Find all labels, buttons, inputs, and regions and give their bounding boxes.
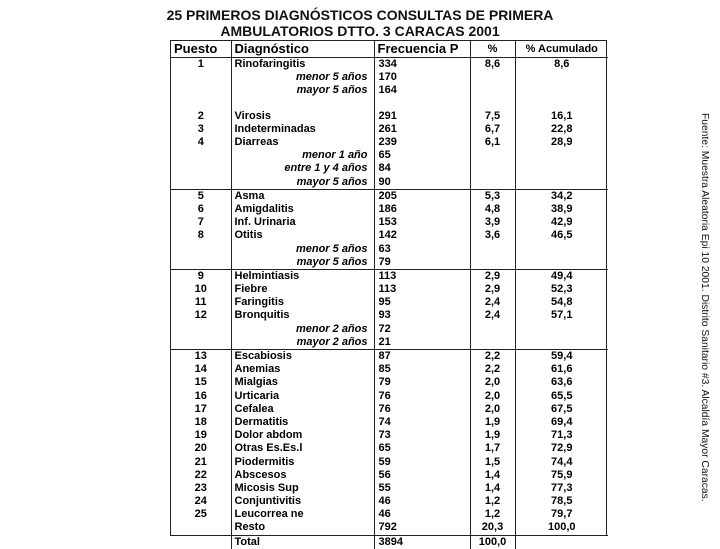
cell-diagnostico: Escabiosis	[231, 349, 374, 363]
cell-diagnostico: Abscesos	[231, 469, 374, 482]
table-row	[171, 390, 608, 403]
cell-diagnostico: Helmintiasis	[231, 269, 374, 283]
cell-puesto	[171, 162, 231, 175]
table-row	[171, 123, 608, 136]
table-row	[171, 469, 608, 482]
table-row	[171, 110, 608, 123]
cell-frecuencia: 113	[374, 283, 470, 296]
cell-diagnostico: Conjuntivitis	[231, 495, 374, 508]
cell-acumulado: 34,2	[515, 189, 608, 203]
cell-puesto: 7	[197, 216, 204, 229]
cell-acumulado: 38,9	[515, 203, 608, 216]
cell-pct: 2,0	[470, 390, 515, 403]
cell-subgroup: mayor 2 años	[231, 336, 374, 350]
cell-pct: 2,0	[470, 403, 515, 416]
table-row	[171, 283, 608, 296]
cell-acumulado	[515, 162, 608, 175]
cell-acumulado: 75,9	[515, 469, 608, 482]
table-row	[171, 98, 608, 110]
cell-puesto: 22	[194, 468, 207, 481]
cell-acumulado: 8,6	[515, 58, 608, 72]
table-row	[171, 189, 608, 203]
cell-diagnostico	[231, 98, 374, 110]
cell-puesto: 12	[194, 309, 207, 322]
cell-pct: 3,6	[470, 229, 515, 242]
cell-acumulado: 78,5	[515, 495, 608, 508]
cell-diagnostico: Piodermitis	[231, 455, 374, 468]
cell-frecuencia: 46	[374, 495, 470, 508]
cell-subgroup: menor 1 año	[231, 149, 374, 162]
cell-frecuencia: 205	[374, 189, 470, 203]
cell-puesto: 20	[194, 442, 207, 455]
cell-subgroup: mayor 5 años	[231, 176, 374, 190]
cell-frecuencia: 113	[374, 269, 470, 283]
cell-diagnostico: Diarreas	[231, 136, 374, 149]
cell-diagnostico: Virosis	[231, 110, 374, 123]
table-row	[171, 508, 608, 521]
table-row	[171, 229, 608, 242]
cell-frecuencia: 142	[374, 229, 470, 242]
cell-frecuencia: 93	[374, 309, 470, 322]
table-row	[171, 242, 608, 255]
table-row	[171, 162, 608, 175]
cell-acumulado: 54,8	[515, 296, 608, 309]
cell-acumulado: 79,7	[515, 508, 608, 521]
cell-pct	[470, 71, 515, 84]
table-row	[171, 336, 608, 350]
cell-pct: 2,0	[470, 376, 515, 389]
cell-frecuencia: 79	[374, 376, 470, 389]
cell-puesto	[171, 256, 231, 270]
table-row	[171, 84, 608, 97]
cell-pct: 2,9	[470, 269, 515, 283]
cell-diagnostico: Dolor abdom	[231, 429, 374, 442]
diagnosis-table	[170, 40, 607, 548]
cell-puesto	[171, 149, 231, 162]
cell-diagnostico: Rinofaringitis	[231, 58, 374, 72]
cell-acumulado: 74,4	[515, 455, 608, 468]
table-row	[171, 309, 608, 322]
table-row	[171, 58, 608, 72]
cell-puesto: 10	[194, 283, 207, 296]
cell-pct: 1,9	[470, 429, 515, 442]
cell-diagnostico: Asma	[231, 189, 374, 203]
cell-acumulado: 63,6	[515, 376, 608, 389]
cell-frecuencia: 21	[374, 336, 470, 350]
cell-diagnostico: Otras Es.Es.l	[231, 442, 374, 455]
cell-acumulado: 46,5	[515, 229, 608, 242]
cell-puesto	[171, 336, 231, 350]
table-row	[171, 495, 608, 508]
cell-puesto: 8	[197, 229, 204, 242]
cell-acumulado: 42,9	[515, 216, 608, 229]
cell-puesto: 18	[194, 415, 207, 428]
cell-puesto	[171, 535, 231, 549]
cell-acumulado	[515, 336, 608, 350]
table-row	[171, 256, 608, 270]
cell-subgroup: menor 5 años	[231, 71, 374, 84]
cell-puesto	[171, 98, 231, 110]
cell-puesto: 3	[197, 122, 204, 135]
cell-acumulado: 16,1	[515, 110, 608, 123]
cell-pct: 8,6	[470, 58, 515, 72]
cell-pct: 1,9	[470, 416, 515, 429]
cell-pct: 1,5	[470, 455, 515, 468]
cell-acumulado	[515, 256, 608, 270]
cell-puesto: 5	[171, 189, 231, 203]
cell-puesto: 17	[194, 402, 207, 415]
cell-pct: 100,0	[470, 535, 515, 549]
cell-frecuencia: 3894	[374, 535, 470, 549]
cell-acumulado: 61,6	[515, 363, 608, 376]
cell-acumulado: 49,4	[515, 269, 608, 283]
cell-acumulado: 65,5	[515, 390, 608, 403]
cell-frecuencia: 72	[374, 323, 470, 336]
cell-frecuencia: 74	[374, 416, 470, 429]
cell-puesto: 4	[197, 136, 204, 149]
cell-acumulado: 71,3	[515, 429, 608, 442]
table-row	[171, 442, 608, 455]
cell-frecuencia: 65	[374, 442, 470, 455]
cell-acumulado: 72,9	[515, 442, 608, 455]
cell-puesto: 11	[194, 296, 207, 309]
cell-acumulado: 69,4	[515, 416, 608, 429]
cell-subgroup: mayor 5 años	[231, 256, 374, 270]
header-frecuencia: Frecuencia P	[374, 41, 470, 58]
cell-puesto: 9	[171, 269, 231, 283]
cell-puesto: 24	[194, 495, 207, 508]
cell-diagnostico: Anemias	[231, 363, 374, 376]
cell-acumulado	[515, 149, 608, 162]
cell-puesto	[171, 71, 231, 84]
cell-pct	[470, 149, 515, 162]
table-row	[171, 296, 608, 309]
cell-diagnostico: Amigdalitis	[231, 203, 374, 216]
cell-diagnostico: Inf. Urinaria	[231, 216, 374, 229]
cell-frecuencia: 84	[374, 162, 470, 175]
cell-pct	[470, 98, 515, 110]
cell-pct	[470, 256, 515, 270]
cell-frecuencia: 79	[374, 256, 470, 270]
cell-pct: 2,9	[470, 283, 515, 296]
cell-frecuencia: 73	[374, 429, 470, 442]
cell-frecuencia: 46	[374, 508, 470, 521]
title-line-2: AMBULATORIOS DTTO. 3 CARACAS 2001	[220, 23, 500, 39]
table-row	[171, 535, 608, 549]
cell-diagnostico: Dermatitis	[231, 416, 374, 429]
cell-frecuencia: 85	[374, 363, 470, 376]
cell-acumulado	[515, 84, 608, 97]
cell-pct: 6,7	[470, 123, 515, 136]
table-row	[171, 136, 608, 149]
cell-frecuencia: 55	[374, 482, 470, 495]
table-body	[171, 58, 608, 549]
cell-acumulado	[515, 71, 608, 84]
cell-diagnostico: Urticaria	[231, 390, 374, 403]
cell-frecuencia: 792	[374, 521, 470, 535]
cell-puesto: 2	[197, 109, 204, 122]
table-header-row	[171, 41, 608, 58]
cell-frecuencia: 239	[374, 136, 470, 149]
cell-pct: 4,8	[470, 203, 515, 216]
cell-frecuencia: 186	[374, 203, 470, 216]
cell-pct	[470, 176, 515, 190]
cell-pct: 1,7	[470, 442, 515, 455]
cell-diagnostico: Bronquitis	[231, 309, 374, 322]
cell-pct: 2,4	[470, 309, 515, 322]
cell-pct: 1,4	[470, 482, 515, 495]
cell-diagnostico: Otitis	[231, 229, 374, 242]
cell-pct: 2,4	[470, 296, 515, 309]
cell-puesto	[171, 323, 231, 336]
cell-diagnostico: Total	[231, 535, 374, 549]
cell-frecuencia: 65	[374, 149, 470, 162]
cell-frecuencia: 76	[374, 390, 470, 403]
cell-puesto: 14	[194, 363, 207, 376]
cell-acumulado	[515, 176, 608, 190]
cell-frecuencia: 76	[374, 403, 470, 416]
cell-puesto	[171, 242, 231, 255]
cell-diagnostico: Mialgias	[231, 376, 374, 389]
cell-acumulado	[515, 98, 608, 110]
cell-frecuencia: 164	[374, 84, 470, 97]
cell-frecuencia: 170	[374, 71, 470, 84]
cell-diagnostico: Resto	[231, 521, 374, 535]
cell-puesto: 23	[194, 481, 207, 494]
cell-diagnostico: Micosis Sup	[231, 482, 374, 495]
cell-puesto: 1	[197, 58, 204, 71]
cell-puesto	[171, 176, 231, 190]
table-row	[171, 216, 608, 229]
cell-puesto: 15	[194, 376, 207, 389]
cell-puesto: 6	[197, 202, 204, 215]
cell-puesto	[171, 521, 231, 535]
cell-puesto	[171, 84, 231, 97]
table-row	[171, 455, 608, 468]
header-diagnostico: Diagnóstico	[231, 41, 374, 58]
cell-puesto: 13	[171, 349, 231, 363]
cell-pct: 1,2	[470, 495, 515, 508]
cell-diagnostico: Leucorrea ne	[231, 508, 374, 521]
cell-puesto: 21	[194, 455, 207, 468]
cell-pct: 3,9	[470, 216, 515, 229]
cell-pct: 2,2	[470, 349, 515, 363]
cell-acumulado: 67,5	[515, 403, 608, 416]
cell-frecuencia: 90	[374, 176, 470, 190]
cell-pct: 6,1	[470, 136, 515, 149]
header-acumulado: % Acumulado	[515, 41, 608, 58]
table-row	[171, 269, 608, 283]
table-row	[171, 416, 608, 429]
table-row	[171, 323, 608, 336]
cell-diagnostico: Faringitis	[231, 296, 374, 309]
cell-diagnostico: Indeterminadas	[231, 123, 374, 136]
table-row	[171, 349, 608, 363]
cell-pct	[470, 84, 515, 97]
cell-puesto: 16	[194, 389, 207, 402]
cell-acumulado	[515, 242, 608, 255]
table-row	[171, 363, 608, 376]
cell-acumulado: 22,8	[515, 123, 608, 136]
cell-frecuencia: 261	[374, 123, 470, 136]
cell-diagnostico: Cefalea	[231, 403, 374, 416]
cell-frecuencia: 291	[374, 110, 470, 123]
cell-subgroup: mayor 5 años	[231, 84, 374, 97]
cell-pct: 20,3	[470, 521, 515, 535]
table-row	[171, 521, 608, 535]
cell-frecuencia: 56	[374, 469, 470, 482]
table-row	[171, 71, 608, 84]
cell-subgroup: menor 5 años	[231, 242, 374, 255]
table-row	[171, 176, 608, 190]
cell-frecuencia: 334	[374, 58, 470, 72]
table-row	[171, 376, 608, 389]
cell-diagnostico: Fiebre	[231, 283, 374, 296]
header-puesto: Puesto	[171, 41, 231, 58]
header-pct: %	[470, 41, 515, 58]
cell-acumulado	[515, 535, 608, 549]
table-row	[171, 429, 608, 442]
cell-pct	[470, 242, 515, 255]
table-row	[171, 203, 608, 216]
table-row	[171, 482, 608, 495]
cell-acumulado: 28,9	[515, 136, 608, 149]
cell-puesto: 25	[194, 508, 207, 521]
cell-pct: 1,4	[470, 469, 515, 482]
source-note: Fuente: Muestra Aleatoria Epi 10 2001. Distrito Sanitario #3. Alcaldía Mayor Caracas.	[699, 113, 710, 502]
cell-pct	[470, 323, 515, 336]
cell-acumulado: 52,3	[515, 283, 608, 296]
cell-subgroup: entre 1 y 4 años	[231, 162, 374, 175]
table-row	[171, 403, 608, 416]
table-row	[171, 149, 608, 162]
cell-subgroup: menor 2 años	[231, 323, 374, 336]
title-line-1: 25 PRIMEROS DIAGNÓSTICOS CONSULTAS DE PRIMERA	[166, 7, 554, 23]
cell-acumulado: 100,0	[515, 521, 608, 535]
cell-pct: 1,2	[470, 508, 515, 521]
cell-pct: 5,3	[470, 189, 515, 203]
cell-pct	[470, 336, 515, 350]
cell-frecuencia: 153	[374, 216, 470, 229]
cell-frecuencia: 95	[374, 296, 470, 309]
cell-frecuencia	[374, 98, 470, 110]
cell-pct: 2,2	[470, 363, 515, 376]
cell-acumulado: 77,3	[515, 482, 608, 495]
cell-frecuencia: 59	[374, 455, 470, 468]
cell-pct	[470, 162, 515, 175]
cell-acumulado: 57,1	[515, 309, 608, 322]
cell-frecuencia: 87	[374, 349, 470, 363]
cell-frecuencia: 63	[374, 242, 470, 255]
cell-acumulado: 59,4	[515, 349, 608, 363]
cell-acumulado	[515, 323, 608, 336]
page-title	[0, 7, 720, 39]
cell-puesto: 19	[194, 429, 207, 442]
cell-pct: 7,5	[470, 110, 515, 123]
